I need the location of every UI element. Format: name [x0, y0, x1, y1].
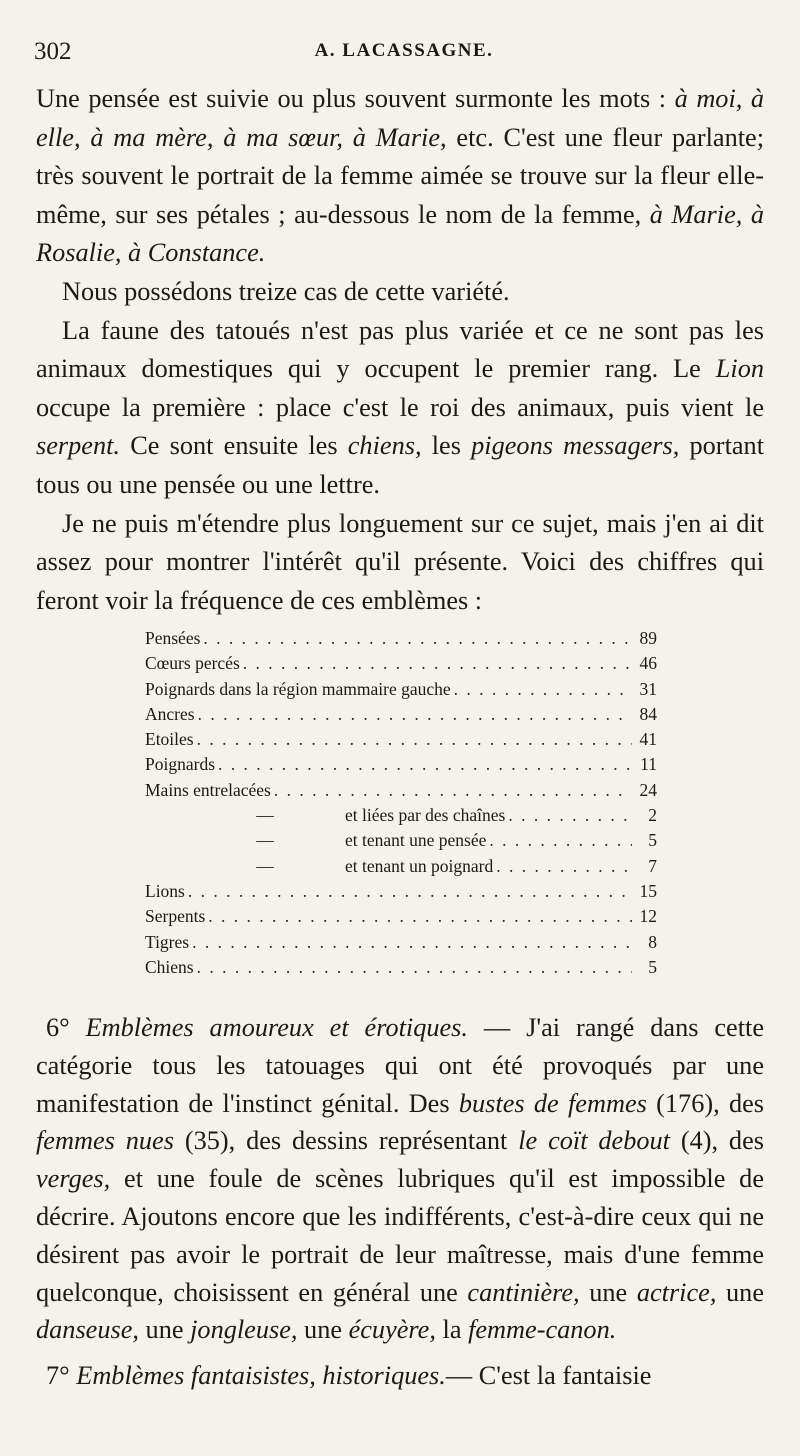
text-run: Une pensée est suivie ou plus souvent surmonte les mots : [36, 84, 675, 113]
emblem-tally-table [145, 628, 657, 982]
tally-count: 12 [639, 906, 657, 927]
text-run: une [579, 1277, 637, 1307]
tally-row [145, 780, 657, 805]
tally-count: 31 [639, 678, 657, 699]
tally-row [145, 957, 657, 982]
running-title: A. LACASSAGNE. [314, 40, 494, 61]
tally-count: 11 [640, 754, 657, 775]
leader-dots [192, 932, 632, 953]
text-run: La faune des tatoués n'est pas plus variée et ce ne sont pas les animaux domestiques qui y occupent le premier rang. Le [36, 315, 764, 384]
tally-count: 24 [639, 779, 657, 800]
tally-label: Poignards dans la région mammaire gauche [145, 678, 451, 699]
italic-run: à moi, à elle, à ma mère, à ma sœur, à Marie, [36, 84, 765, 152]
tally-label: Tigres [145, 931, 190, 952]
ditto-dash: — [256, 855, 274, 876]
tally-row [145, 679, 657, 704]
tally-row [145, 628, 657, 653]
italic-run: serpent. [36, 431, 120, 461]
italic-run: écuyère, [348, 1315, 436, 1345]
leader-dots [218, 754, 632, 775]
tally-row [145, 729, 657, 754]
italic-run: cantinière, [467, 1277, 580, 1307]
tally-count: 8 [648, 931, 657, 952]
italic-run: Lion [715, 354, 764, 384]
tally-label: Pensées [145, 628, 201, 648]
tally-label: et tenant une pensée [345, 830, 487, 851]
text-run: — J'ai rangé dans cette catégorie tous les tatouages qui ont été provoqués par une manifestation de l'instinct génital. Des [36, 1013, 764, 1118]
italic-run: chiens, [347, 431, 422, 461]
section-title: Emblèmes fantaisistes, historiques. [76, 1361, 446, 1391]
text-run: la [435, 1315, 469, 1345]
text-run: portant tous ou une pensée ou une lettre. [36, 431, 764, 499]
tally-label: Etoiles [145, 729, 194, 750]
ditto-dash: — [256, 830, 274, 851]
leader-dots [489, 830, 632, 851]
italic-run: pigeons messagers, [471, 431, 680, 461]
leader-dots [198, 704, 632, 725]
italic-run: actrice, [636, 1277, 717, 1307]
text-run: les [421, 431, 472, 461]
text-run: une [297, 1315, 349, 1345]
leader-dots [203, 628, 632, 649]
text-run: Ce sont ensuite les [120, 431, 348, 461]
tally-count: 7 [648, 855, 657, 876]
tally-row [145, 830, 657, 855]
tally-row [145, 754, 657, 779]
leader-dots [274, 780, 632, 801]
tally-row [145, 906, 657, 931]
italic-run: jongleuse, [190, 1315, 298, 1345]
tally-row [145, 653, 657, 678]
tally-count: 5 [648, 956, 657, 977]
italic-run: verges, [36, 1164, 111, 1194]
leader-dots [454, 679, 632, 700]
tally-label: et liées par des chaînes [345, 805, 506, 826]
section-7-paragraph [36, 1357, 764, 1395]
text-run: etc. C'est une fleur parlante; très souvent le portrait de la femme aimée se trouve sur la fleur elle-même, sur ses pétales ; au-dessous le nom de la femme, [36, 122, 764, 229]
text-run: une [138, 1315, 191, 1345]
paragraph-3 [36, 312, 764, 505]
italic-run: femmes nues [36, 1126, 174, 1156]
page-number: 302 [34, 38, 72, 65]
tally-count: 84 [639, 703, 657, 724]
tally-count: 41 [639, 729, 657, 750]
italic-run: à Marie, à Rosalie, à Constance. [36, 199, 764, 268]
italic-run: bustes de femmes [458, 1088, 647, 1118]
tally-label: Poignards [145, 754, 215, 775]
tally-label: Lions [145, 880, 185, 901]
tally-row [145, 881, 657, 906]
text-run: une [716, 1277, 764, 1307]
tally-count: 15 [639, 880, 657, 901]
tally-label: et tenant un poignard [345, 855, 494, 876]
tally-count: 46 [639, 653, 657, 674]
tally-row [145, 932, 657, 957]
text-run: et une foule de scènes lubriques qu'il est impossible de décrire. Ajoutons encore que les indifférents, c'est-à-dire ceux qui ne désirent pas avoir le portrait de leur maîtresse, mais d'une femme quelconque, choisissent en général une [36, 1164, 764, 1307]
text-run: occupe la première : place c'est le roi des animaux, puis vient le [36, 392, 764, 422]
leader-dots [208, 906, 632, 927]
tally-label: Serpents [145, 906, 206, 927]
tally-label: Cœurs percés [145, 653, 240, 674]
tally-label: Ancres [145, 703, 195, 724]
tally-count: 2 [648, 805, 657, 826]
italic-run: femme-canon. [468, 1315, 617, 1345]
tally-count: 5 [648, 830, 657, 851]
leader-dots [243, 653, 632, 674]
tally-count: 89 [639, 628, 657, 648]
tally-label: Chiens [145, 956, 194, 977]
italic-run: danseuse, [36, 1315, 139, 1345]
tally-row [145, 805, 657, 830]
tally-row [145, 856, 657, 881]
text-run: (176), des [646, 1088, 765, 1118]
section-6-paragraph [36, 1009, 764, 1349]
italic-run: le coït debout [518, 1126, 670, 1156]
tally-label: Mains entrelacées [145, 779, 271, 800]
tally-row [145, 704, 657, 729]
leader-dots [496, 856, 632, 877]
text-run: (35), des dessins représentant [173, 1126, 519, 1156]
ditto-dash: — [256, 805, 274, 826]
leader-dots [197, 957, 632, 978]
text-run: (4), des [669, 1126, 764, 1156]
running-head [34, 38, 774, 68]
paragraph-1 [36, 80, 764, 273]
section-number: 6° [46, 1013, 86, 1042]
section-title: Emblèmes amoureux et érotiques. [85, 1013, 468, 1042]
leader-dots [197, 729, 632, 750]
paragraph-4: Je ne puis m'étendre plus longuement sur ce sujet, mais j'en ai dit assez pour montrer l'intérêt qu'il présente. Voici des chiffres qui feront voir la fréquence de ces emblèmes : [36, 508, 764, 615]
leader-dots [188, 881, 632, 902]
paragraph-2: Nous possédons treize cas de cette variété. [62, 276, 510, 306]
section-number: 7° [46, 1361, 77, 1391]
text-run: — C'est la fantaisie [445, 1361, 652, 1391]
leader-dots [508, 805, 632, 826]
body-text [36, 80, 764, 620]
sections-6-7 [36, 1009, 764, 1395]
